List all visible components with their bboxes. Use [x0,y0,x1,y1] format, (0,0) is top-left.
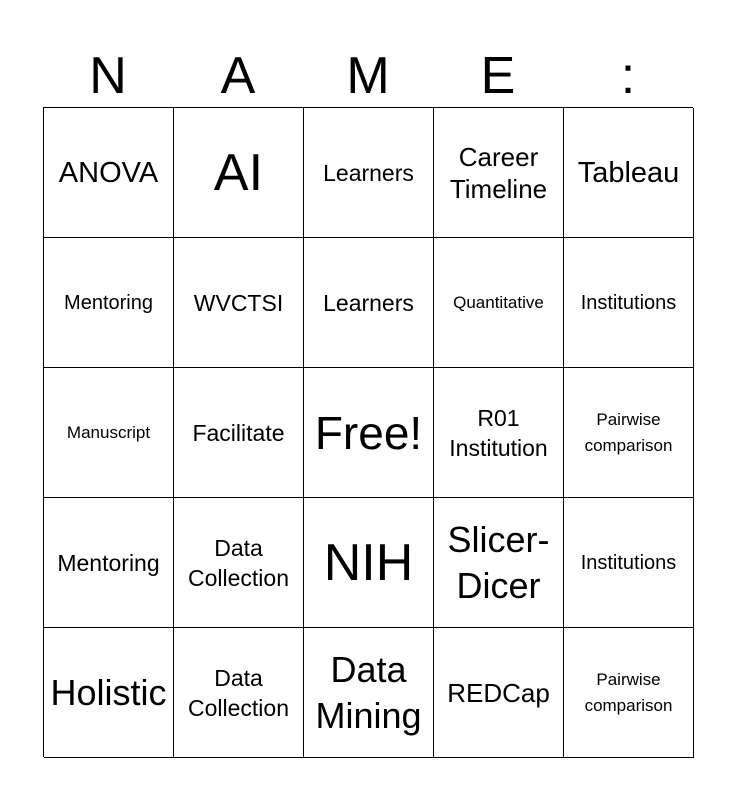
cell-text: Learners [323,159,414,186]
bingo-cell[interactable] [44,628,174,758]
bingo-cell[interactable] [304,238,434,368]
bingo-cell[interactable] [174,368,304,498]
cell-text: Data Mining [315,648,422,736]
cell-text: Mentoring [64,291,153,314]
cell-text: R01 Institution [449,404,548,461]
bingo-cell[interactable] [304,628,434,758]
bingo-cell[interactable] [564,238,694,368]
bingo-cell[interactable] [174,238,304,368]
name-header [43,44,693,108]
cell-text: Slicer- Dicer [447,518,550,606]
cell-text: Data Collection [188,664,289,721]
cell-text: Institutions [580,291,677,314]
bingo-cell[interactable] [44,498,174,628]
bingo-cell[interactable] [564,628,694,758]
cell-text: WVCTSI [193,289,284,316]
cell-text: Institutions [580,551,677,574]
bingo-cell[interactable] [434,238,564,368]
header-letter: A [220,47,256,105]
cell-text: NIH [323,533,414,592]
bingo-cell[interactable] [434,368,564,498]
bingo-cell[interactable] [44,108,174,238]
bingo-cell free-space[interactable] [304,368,434,498]
cell-text: Tableau [577,156,680,189]
cell-text: Manuscript [66,422,151,442]
cell-text: Quantitative [453,292,544,312]
cell-text: Holistic [50,671,167,713]
bingo-cell[interactable] [44,368,174,498]
bingo-cell[interactable] [564,498,694,628]
bingo-cell[interactable] [174,498,304,628]
header-letter: : [620,47,636,105]
cell-text: ANOVA [58,156,159,189]
bingo-cell[interactable] [434,628,564,758]
header-letter: N [89,47,127,105]
cell-text: REDCap [447,677,550,708]
bingo-cell[interactable] [174,628,304,758]
cell-text: Free! [314,406,423,459]
cell-text: Data Collection [188,534,289,591]
bingo-cell[interactable] [304,498,434,628]
cell-text: AI [213,143,264,202]
bingo-cell[interactable] [564,368,694,498]
cell-text: Learners [323,289,414,316]
bingo-cell[interactable] [434,498,564,628]
header-letter: M [346,47,390,105]
bingo-cell[interactable] [44,238,174,368]
bingo-board [43,107,693,757]
bingo-cell[interactable] [174,108,304,238]
bingo-cell[interactable] [434,108,564,238]
bingo-cell[interactable] [304,108,434,238]
bingo-cell[interactable] [564,108,694,238]
cell-text: Facilitate [192,419,285,446]
header-letter: E [480,47,516,105]
cell-text: Mentoring [57,549,160,576]
cell-text: Pairwise comparison [584,669,673,715]
cell-text: Career Timeline [449,141,548,204]
cell-text: Pairwise comparison [584,409,673,455]
